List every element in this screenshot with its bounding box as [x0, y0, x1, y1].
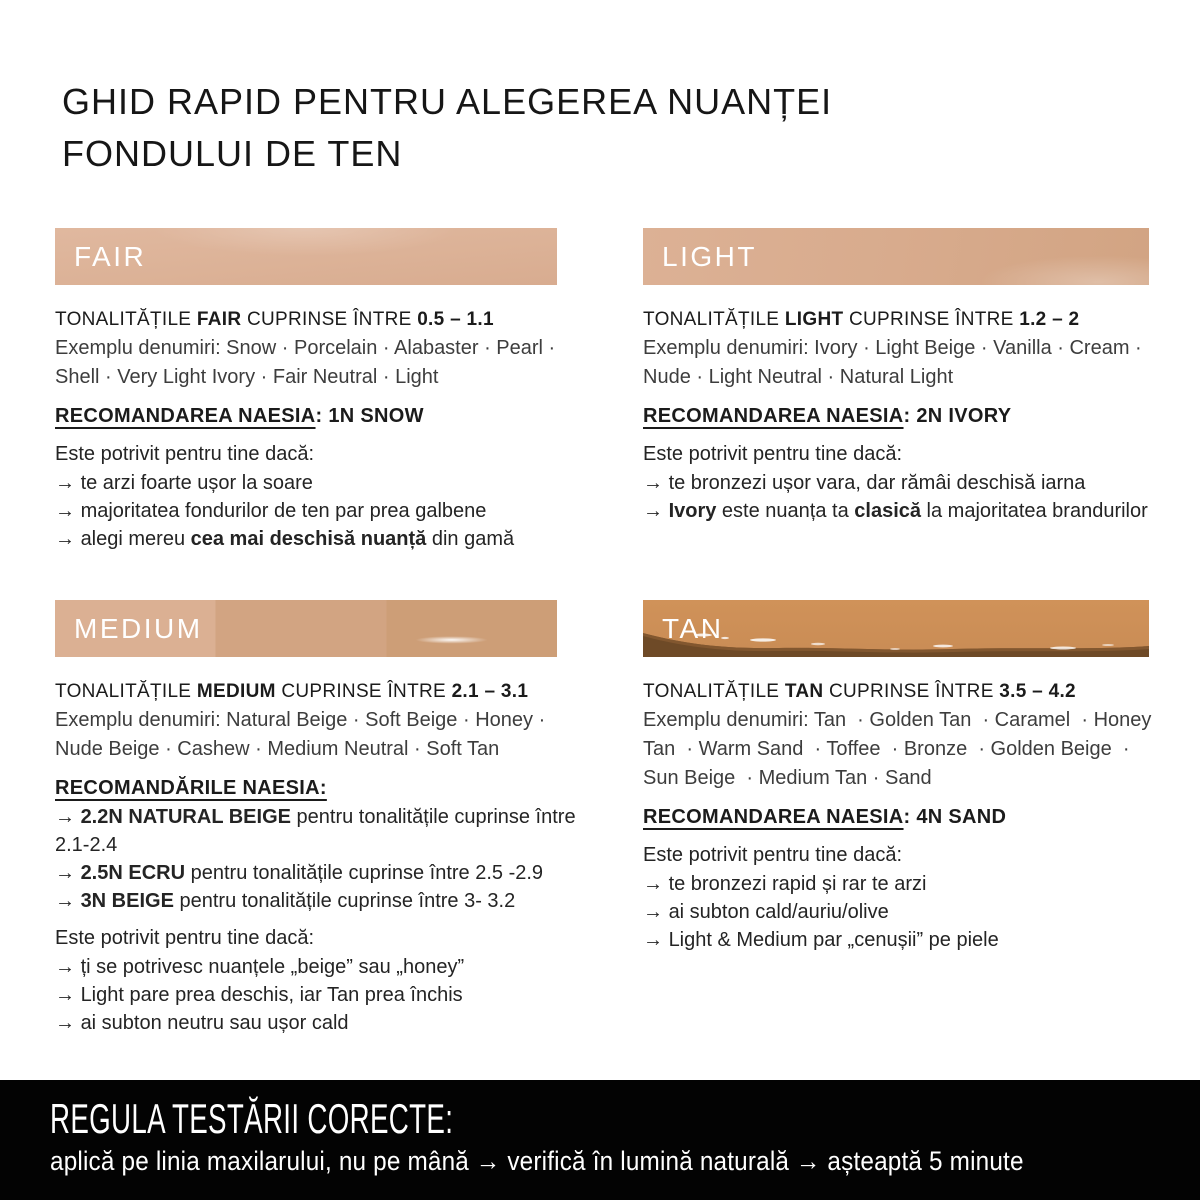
section-content [55, 677, 595, 1037]
examples-line: Exemplu denumiri: Tan · Golden Tan · Caramel · Honey Tan · Warm Sand · Toffee · Bronze · Golden Beige · Sun Beige · Medium Tan · Sand [643, 709, 1157, 789]
footer-title: REGULA TESTĂRII CORECTE: [50, 1095, 454, 1142]
bullet-item: → alegi mereu cea mai deschisă nuanță din gamă [55, 528, 515, 550]
recommendation-line: RECOMANDAREA NAESIA: 4N SAND [643, 806, 1007, 828]
bullet-item: → 3N BEIGE pentru tonalitățile cuprinse între 3- 3.2 [55, 890, 516, 912]
shade-swatch-tan [643, 600, 1149, 657]
shade-label: LIGHT [662, 240, 757, 272]
recommendation-line: RECOMANDAREA NAESIA: 2N IVORY [643, 405, 1012, 427]
fit-intro: Este potrivit pentru tine dacă: [55, 927, 315, 949]
examples-line: Exemplu denumiri: Ivory · Light Beige · Vanilla · Cream · Nude · Light Neutral · Natural Light [643, 337, 1148, 388]
fit-intro: Este potrivit pentru tine dacă: [55, 443, 315, 465]
bullet-item: → ai subton cald/auriu/olive [643, 901, 889, 923]
bullet-item: → 2.2N NATURAL BEIGE pentru tonalitățile cuprinse între 2.1-2.4 [55, 806, 576, 856]
recommendation-label: RECOMANDAREA NAESIA [55, 405, 316, 427]
section-content [55, 305, 595, 553]
bullet-item: → Light pare prea deschis, iar Tan prea închis [55, 984, 463, 1006]
recommendation-label: RECOMANDAREA NAESIA [643, 806, 904, 828]
section-light [643, 228, 1155, 525]
shade-label: FAIR [74, 240, 147, 272]
recommendation-label: RECOMANDĂRILE NAESIA: [55, 777, 327, 799]
recommendation-line: RECOMANDAREA NAESIA: 1N SNOW [55, 405, 424, 427]
fit-intro: Este potrivit pentru tine dacă: [643, 443, 903, 465]
bullet-item: → Ivory este nuanța ta clasică la majoritatea brandurilor [643, 500, 1148, 522]
bullet-item: → te bronzezi ușor vara, dar rămâi deschisă iarna [643, 472, 1086, 494]
footer-bar [0, 1080, 1200, 1200]
tonal-range-line: TONALITĂȚILE FAIR CUPRINSE ÎNTRE 0.5 – 1.1 [55, 309, 494, 330]
bullet-item: → 2.5N ECRU pentru tonalitățile cuprinse între 2.5 -2.9 [55, 862, 544, 884]
tonal-range-line: TONALITĂȚILE LIGHT CUPRINSE ÎNTRE 1.2 – 2 [643, 309, 1080, 330]
fit-intro: Este potrivit pentru tine dacă: [643, 844, 903, 866]
bullet-item: → Light & Medium par „cenușii” pe piele [643, 929, 999, 951]
bullet-item: → majoritatea fondurilor de ten par prea galbene [55, 500, 487, 522]
bullet-item: → te arzi foarte ușor la soare [55, 472, 313, 494]
bullet-item: → ți se potrivesc nuanțele „beige” sau „honey” [55, 956, 465, 978]
section-tan [643, 600, 1155, 954]
examples-line: Exemplu denumiri: Snow · Porcelain · Alabaster · Pearl · Shell · Very Light Ivory · Fair Neutral · Light [55, 337, 561, 388]
page-title-line1: GHID RAPID PENTRU ALEGEREA NUANȚEI [62, 81, 833, 122]
recommendation-label: RECOMANDAREA NAESIA [643, 405, 904, 427]
section-content [643, 677, 1155, 954]
shade-label: TAN [662, 612, 724, 644]
tonal-range-line: TONALITĂȚILE MEDIUM CUPRINSE ÎNTRE 2.1 – 3.1 [55, 681, 529, 702]
shade-swatch-light [643, 228, 1149, 285]
page-title-line2: FONDULUI DE TEN [62, 133, 403, 174]
shade-swatch-fair [55, 228, 557, 285]
footer-text: aplică pe linia maxilarului, nu pe mână → verifică în lumină naturală → așteaptă 5 minute [50, 1146, 1024, 1176]
bullet-item: → te bronzezi rapid și rar te arzi [643, 873, 927, 895]
bullet-item: → ai subton neutru sau ușor cald [55, 1012, 349, 1034]
tonal-range-line: TONALITĂȚILE TAN CUPRINSE ÎNTRE 3.5 – 4.2 [643, 681, 1076, 702]
page-title [62, 76, 832, 180]
shade-label: MEDIUM [74, 612, 203, 644]
shade-swatch-medium [55, 600, 557, 657]
section-content [643, 305, 1155, 525]
examples-line: Exemplu denumiri: Natural Beige · Soft Beige · Honey · Nude Beige · Cashew · Medium Neutral · Soft Tan [55, 709, 551, 760]
section-fair [55, 228, 595, 553]
section-medium [55, 600, 595, 1037]
recommendation-line [55, 773, 595, 803]
